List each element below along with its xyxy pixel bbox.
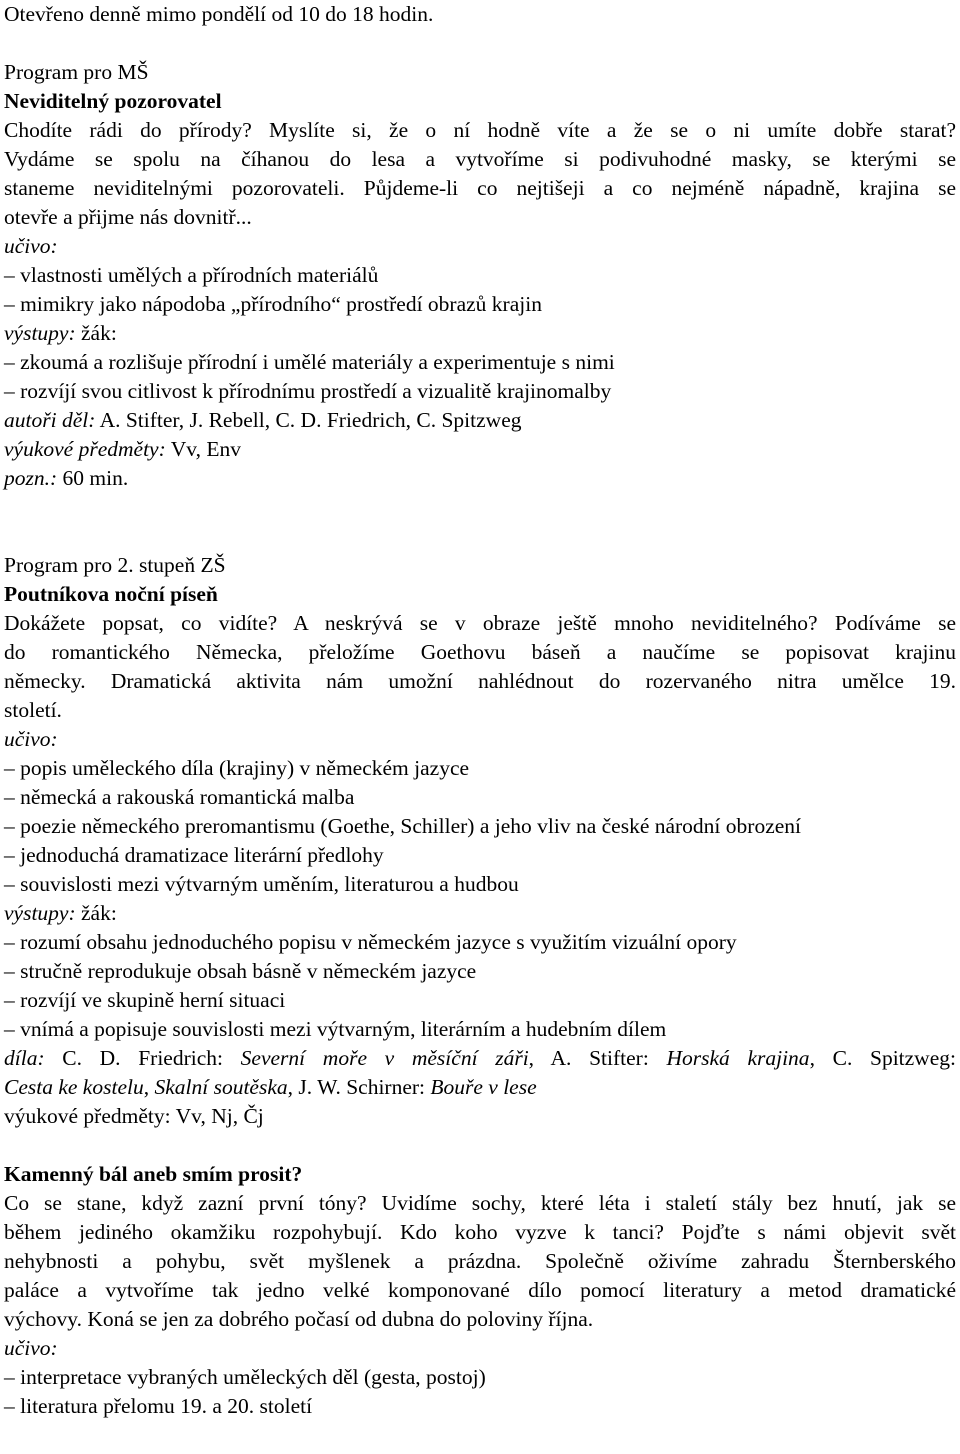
program-description-line: výchovy. Koná se jen za dobrého počasí od dubna do poloviny října.: [4, 1307, 594, 1331]
program-audience: Program pro MŠ: [4, 60, 149, 84]
program-zs: [4, 551, 956, 1131]
autori-label: autoři děl:: [4, 408, 96, 432]
program-description-line: Vydáme se spolu na číhanou do lesa a vytvoříme si podivuhodné masky, se kterými se: [4, 147, 956, 171]
dila-label: díla:: [4, 1046, 45, 1070]
dila-text: , J. W. Schirner:: [287, 1075, 431, 1099]
opening-hours: Otevřeno denně mimo pondělí od 10 do 18 hodin.: [4, 2, 434, 26]
ucivo-label: učivo:: [4, 727, 58, 751]
dila-text: , C. Spitzweg:: [809, 1046, 956, 1070]
ucivo-item: – vlastnosti umělých a přírodních materiálů: [4, 263, 379, 287]
program-description-line: století.: [4, 698, 62, 722]
dila-line: [4, 1044, 956, 1073]
autori-line: [4, 406, 956, 435]
predmety-value: Vv, Env: [165, 437, 241, 461]
program-description-line: do romantického Německa, přeložíme Goethovu báseň a naučíme se popisovat krajinu: [4, 640, 956, 664]
spacer: [4, 29, 956, 58]
predmety-label: výukové předměty:: [4, 437, 166, 461]
program-description-line: Chodíte rádi do přírody? Myslíte si, že o ní hodně víte a že se o ni umíte dobře starat?: [4, 118, 956, 142]
spacer: [4, 1131, 956, 1160]
vystupy-sublabel: žák:: [75, 321, 117, 345]
ucivo-item: – mimikry jako nápodoba „přírodního“ prostředí obrazů krajin: [4, 292, 542, 316]
dila-line: [4, 1073, 956, 1102]
vystupy-item: – zkoumá a rozlišuje přírodní i umělé materiály a experimentuje s nimi: [4, 350, 615, 374]
vystupy-item: – rozumí obsahu jednoduchého popisu v německém jazyce s využitím vizuální opory: [4, 930, 737, 954]
pozn-line: [4, 464, 956, 493]
ucivo-item: – popis uměleckého díla (krajiny) v německém jazyce: [4, 756, 470, 780]
program-kamenny-bal: [4, 1160, 956, 1421]
artwork-title: Bouře v lese: [430, 1075, 537, 1099]
autori-value: A. Stifter, J. Rebell, C. D. Friedrich, C. Spitzweg: [95, 408, 522, 432]
program-description-line: Dokážete popsat, co vidíte? A neskrývá se v obraze ještě mnoho neviditelného? Podíváme se: [4, 611, 956, 635]
vystupy-item: – rozvíjí svou citlivost k přírodnímu prostředí a vizualitě krajinomalby: [4, 379, 612, 403]
vystupy-item: – stručně reprodukuje obsah básně v německém jazyce: [4, 959, 477, 983]
program-description-line: paláce a vytvoříme tak jedno velké komponované dílo pomocí literatury a metod dramatické: [4, 1278, 956, 1302]
program-title: Neviditelný pozorovatel: [4, 89, 222, 113]
vystupy-label: výstupy:: [4, 901, 76, 925]
ucivo-item: – německá a rakouská romantická malba: [4, 785, 355, 809]
vystupy-item: – rozvíjí ve skupině herní situaci: [4, 988, 286, 1012]
artwork-title: Skalní soutěska: [154, 1075, 288, 1099]
vystupy-label: výstupy:: [4, 321, 76, 345]
ucivo-item: – poezie německého preromantismu (Goethe, Schiller) a jeho vliv na české národní obrození: [4, 814, 802, 838]
vystupy-item: – vnímá a popisuje souvislosti mezi výtvarným, literárním a hudebním dílem: [4, 1017, 667, 1041]
program-ms: [4, 58, 956, 493]
artwork-title: Severní moře v měsíční záři: [240, 1046, 529, 1070]
dila-text: C. D. Friedrich:: [44, 1046, 241, 1070]
program-title: Kamenný bál aneb smím prosit?: [4, 1162, 303, 1186]
spacer: [4, 493, 956, 551]
program-description-line: staneme neviditelnými pozorovateli. Půjdeme-li co nejtišeji a co nejméně nápadně, krajina se: [4, 176, 956, 200]
pozn-value: 60 min.: [57, 466, 129, 490]
program-description-line: otevře a přijme nás dovnitř...: [4, 205, 252, 229]
predmety-line: výukové předměty: Vv, Nj, Čj: [4, 1104, 264, 1128]
ucivo-item: – literatura přelomu 19. a 20. století: [4, 1394, 313, 1418]
ucivo-item: – souvislosti mezi výtvarným uměním, literaturou a hudbou: [4, 872, 519, 896]
vystupy-heading: [4, 899, 956, 928]
program-description-line: německy. Dramatická aktivita nám umožní nahlédnout do rozervaného nitra umělce 19.: [4, 669, 956, 693]
artwork-title: Horská krajina: [666, 1046, 810, 1070]
vystupy-sublabel: žák:: [75, 901, 117, 925]
ucivo-item: – interpretace vybraných uměleckých děl (gesta, postoj): [4, 1365, 486, 1389]
pozn-label: pozn.:: [4, 466, 58, 490]
program-description-line: Co se stane, když zazní první tóny? Uvidíme sochy, které léta i staletí stály bez hnutí, jak se: [4, 1191, 956, 1215]
ucivo-label: učivo:: [4, 1336, 58, 1360]
ucivo-label: učivo:: [4, 234, 58, 258]
program-description-line: nehybnosti a pohybu, svět myšlenek a prázdna. Společně oživíme zahradu Šternberského: [4, 1249, 956, 1273]
ucivo-item: – jednoduchá dramatizace literární předlohy: [4, 843, 384, 867]
program-audience: Program pro 2. stupeň ZŠ: [4, 553, 226, 577]
artwork-title: Cesta ke kostelu: [4, 1075, 144, 1099]
program-description-line: během jediného okamžiku rozpohybují. Kdo koho vyzve k tanci? Pojďte s námi objevit svět: [4, 1220, 956, 1244]
program-title: Poutníkova noční píseň: [4, 582, 218, 606]
vystupy-heading: [4, 319, 956, 348]
predmety-line: [4, 435, 956, 464]
dila-text: ,: [143, 1075, 155, 1099]
dila-text: , A. Stifter:: [528, 1046, 667, 1070]
